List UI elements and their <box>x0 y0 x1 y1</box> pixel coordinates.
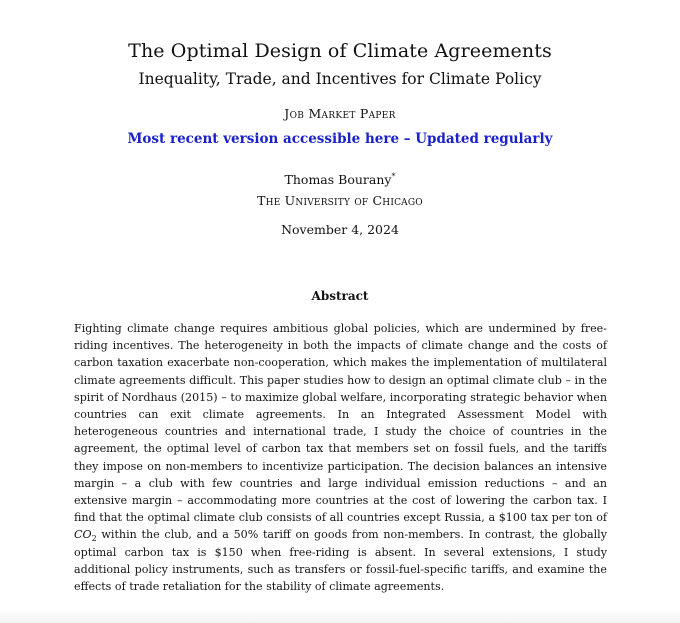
abstract-text <box>74 320 607 595</box>
author-line <box>0 172 680 187</box>
co2-formula <box>74 528 97 544</box>
affiliation: The University of Chicago <box>257 193 423 208</box>
abstract-text-part1: Fighting climate change requires ambitious global policies, which are undermined by free-riding incentives. The heterogeneity in both the impacts of climate change and the costs of carbon taxation exacerbate non-cooperation, which makes the implementation of multilateral climate agreements difficult. This paper studies how to design an optimal climate club – in the spirit of Nordhaus (2015) – to maximize global welfare, incorporating strategic behavior when countries can exit climate agreements. In an Integrated Assessment Model with heterogeneous countries and international trade, I study the choice of countries in the agreement, the optimal level of carbon tax that members set on fossil fuels, and the tariffs they impose on non-members to incentivize participation. The decision balances an intensive margin – a club with few countries and large individual emission reductions – and an extensive margin – accommodating more countries at the cost of lowering the carbon tax. I find that the optimal climate club consists of all countries except Russia, a $100 tax per ton of <box>74 322 607 525</box>
author-name: Thomas Bourany <box>284 172 392 187</box>
paper-subtitle: Inequality, Trade, and Incentives for Climate Policy <box>138 70 542 88</box>
paper-date: November 4, 2024 <box>281 222 399 237</box>
job-market-paper-label: Job Market Paper <box>284 106 396 121</box>
page-bottom-edge <box>0 608 680 623</box>
abstract-heading: Abstract <box>311 289 369 303</box>
co2-main: CO <box>74 528 92 542</box>
recent-version-link[interactable]: Most recent version accessible here – Updated regularly <box>127 131 553 147</box>
paper-title: The Optimal Design of Climate Agreements <box>128 40 552 62</box>
abstract-text-part2: within the club, and a 50% tariff on goods from non-members. In contrast, the globally optimal carbon tax is $150 when free-riding is absent. In several extensions, I study additional policy instruments, such as transfers or fossil-fuel-specific tariffs, and examine the effects of trade retaliation for the stability of climate agreements. <box>74 528 607 594</box>
author-footnote-mark[interactable]: * <box>391 172 396 181</box>
co2-subscript: 2 <box>91 534 97 544</box>
